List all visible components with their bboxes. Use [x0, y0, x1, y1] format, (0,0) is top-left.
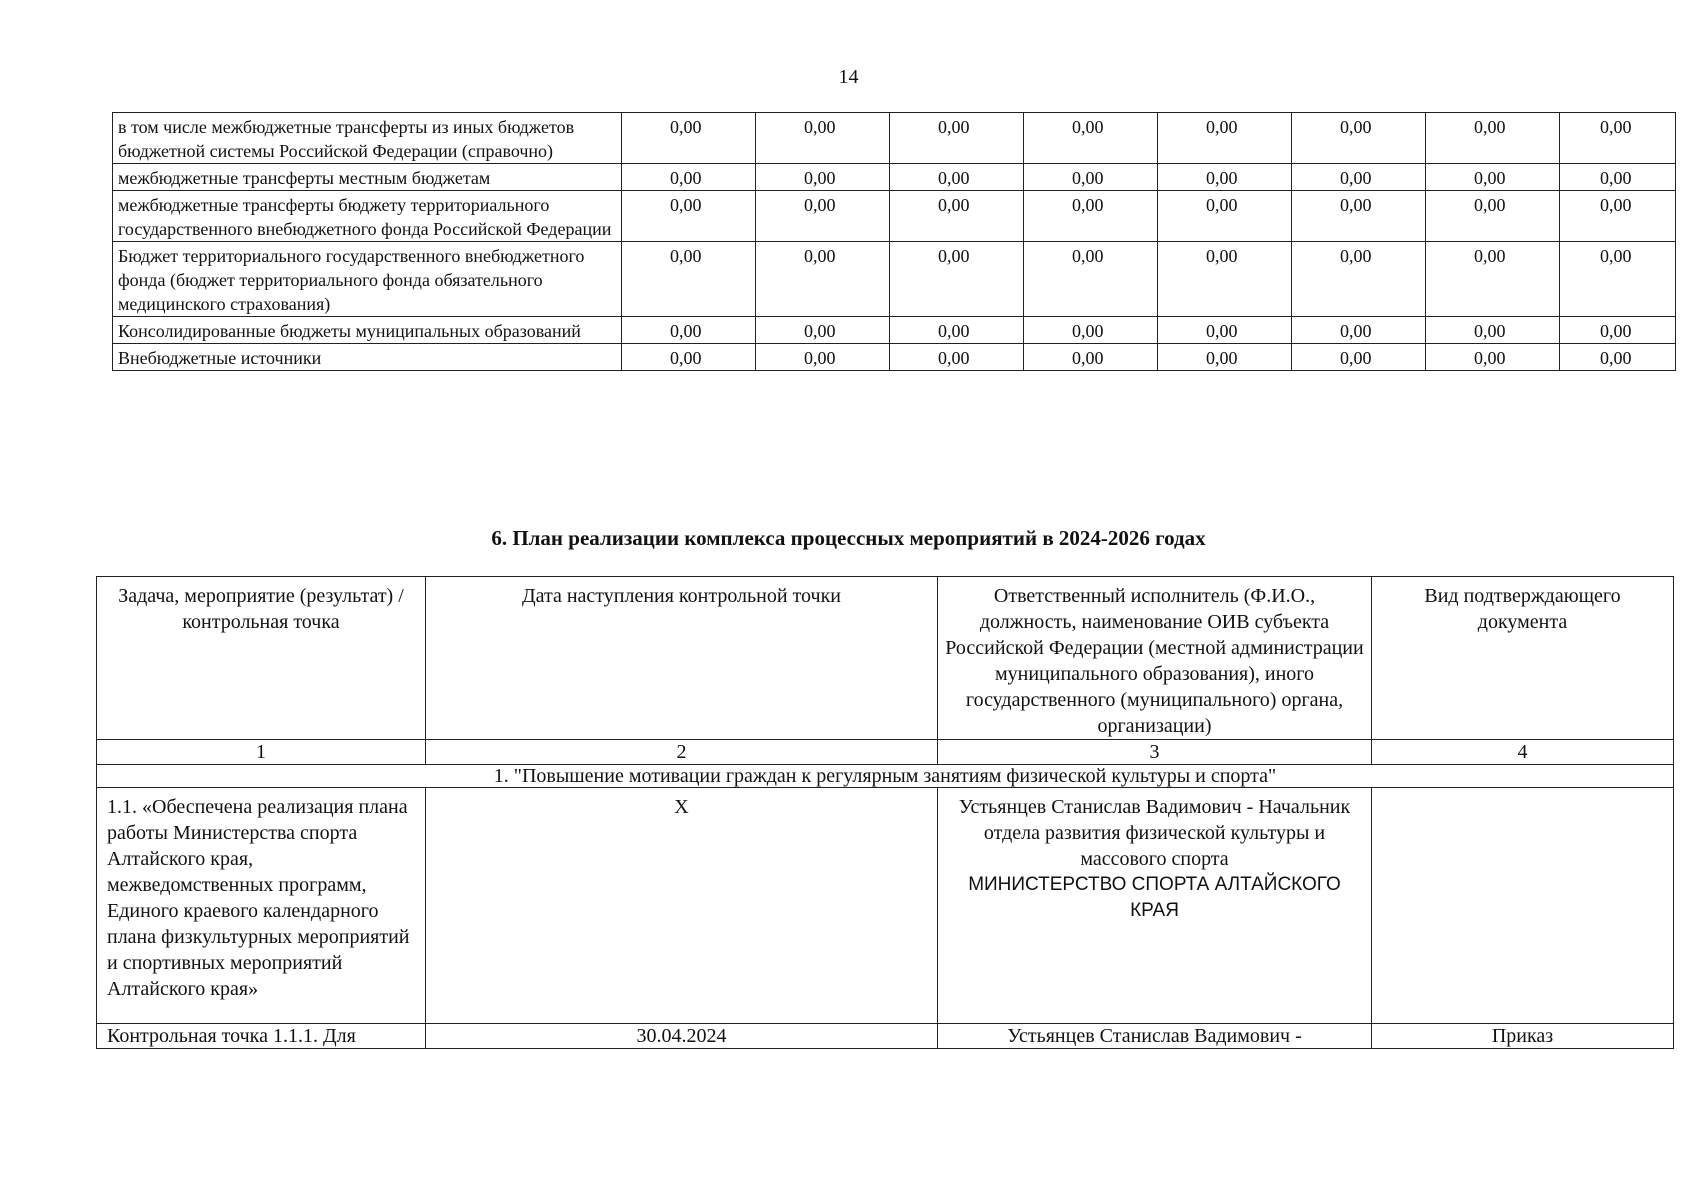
control-point-document: Приказ	[1372, 1024, 1674, 1049]
budget-row-label: Бюджет территориального государственного внебюджетного фонда (бюджет территориального фонда обязательного медицинского страхования)	[113, 242, 622, 317]
budget-value: 0,00	[1292, 344, 1426, 371]
budget-value: 0,00	[1024, 191, 1158, 242]
item-responsible-org: МИНИСТЕРСТВО СПОРТА АЛТАЙСКОГО КРАЯ	[968, 874, 1341, 921]
budget-value: 0,00	[890, 164, 1024, 191]
budget-row-label: в том числе межбюджетные трансферты из иных бюджетов бюджетной системы Российской Федерации (справочно)	[113, 113, 622, 164]
budget-value: 0,00	[1024, 344, 1158, 371]
budget-value: 0,00	[622, 344, 756, 371]
budget-value: 0,00	[1292, 113, 1426, 164]
task-title: 1. "Повышение мотивации граждан к регулярным занятиям физической культуры и спорта"	[97, 765, 1674, 788]
budget-value: 0,00	[756, 242, 890, 317]
budget-row	[113, 113, 1676, 164]
budget-value: 0,00	[1024, 164, 1158, 191]
budget-row	[113, 191, 1676, 242]
budget-value: 0,00	[756, 164, 890, 191]
budget-value: 0,00	[1024, 317, 1158, 344]
budget-value: 0,00	[1024, 242, 1158, 317]
budget-row	[113, 317, 1676, 344]
budget-value: 0,00	[1158, 317, 1292, 344]
budget-value: 0,00	[1426, 242, 1560, 317]
item-name: 1.1. «Обеспечена реализация плана работы Министерства спорта Алтайского края, межведомственных программ, Единого краевого календарного плана физкультурных мероприятий и спортивных мероприятий Алтайского края»	[97, 788, 426, 1024]
budget-value: 0,00	[622, 242, 756, 317]
budget-row	[113, 164, 1676, 191]
budget-value: 0,00	[1158, 113, 1292, 164]
control-point-name: Контрольная точка 1.1.1. Для	[97, 1024, 426, 1049]
control-point-row	[97, 1024, 1674, 1049]
budget-value: 0,00	[1292, 242, 1426, 317]
budget-value: 0,00	[756, 317, 890, 344]
budget-value: 0,00	[1024, 113, 1158, 164]
header-task: Задача, мероприятие (результат) / контрольная точка	[97, 577, 426, 740]
item-date: X	[426, 788, 938, 1024]
budget-value: 0,00	[1158, 164, 1292, 191]
budget-value: 0,00	[1560, 113, 1676, 164]
budget-value: 0,00	[622, 191, 756, 242]
budget-table-body	[113, 113, 1676, 371]
header-responsible: Ответственный исполнитель (Ф.И.О., должность, наименование ОИВ субъекта Российской Федерации (местной администрации муниципального образования), иного государственного (муниципального) органа, организации)	[938, 577, 1372, 740]
budget-value: 0,00	[1292, 191, 1426, 242]
plan-table	[96, 576, 1674, 1049]
plan-item-row	[97, 788, 1674, 1024]
budget-value: 0,00	[890, 317, 1024, 344]
budget-table	[112, 112, 1676, 371]
budget-value: 0,00	[756, 191, 890, 242]
budget-value: 0,00	[890, 344, 1024, 371]
column-number: 1	[97, 740, 426, 765]
budget-value: 0,00	[890, 191, 1024, 242]
budget-value: 0,00	[1426, 113, 1560, 164]
budget-value: 0,00	[1292, 317, 1426, 344]
budget-row-label: межбюджетные трансферты бюджету территориального государственного внебюджетного фонда Российской Федерации	[113, 191, 622, 242]
budget-value: 0,00	[622, 317, 756, 344]
budget-value: 0,00	[1560, 317, 1676, 344]
budget-value: 0,00	[1426, 344, 1560, 371]
item-responsible	[938, 788, 1372, 1024]
budget-value: 0,00	[1158, 344, 1292, 371]
budget-value: 0,00	[1292, 164, 1426, 191]
page-number: 14	[838, 66, 859, 88]
item-document	[1372, 788, 1674, 1024]
plan-table-header-row	[97, 577, 1674, 740]
budget-value: 0,00	[622, 113, 756, 164]
budget-value: 0,00	[1426, 191, 1560, 242]
budget-value: 0,00	[1426, 317, 1560, 344]
budget-value: 0,00	[1560, 344, 1676, 371]
budget-value: 0,00	[890, 113, 1024, 164]
budget-value: 0,00	[1560, 242, 1676, 317]
control-point-responsible: Устьянцев Станислав Вадимович -	[938, 1024, 1372, 1049]
column-numbers-row	[97, 740, 1674, 765]
budget-value: 0,00	[1560, 191, 1676, 242]
budget-value: 0,00	[622, 164, 756, 191]
item-responsible-person: Устьянцев Станислав Вадимович - Начальник отдела развития физической культуры и массового спорта	[958, 796, 1351, 870]
column-number: 4	[1372, 740, 1674, 765]
task-row	[97, 765, 1674, 788]
section-title: 6. План реализации комплекса процессных мероприятий в 2024-2026 годах	[491, 526, 1206, 550]
header-document: Вид подтверждающего документа	[1372, 577, 1674, 740]
budget-row	[113, 242, 1676, 317]
column-number: 2	[426, 740, 938, 765]
header-date: Дата наступления контрольной точки	[426, 577, 938, 740]
control-point-date: 30.04.2024	[426, 1024, 938, 1049]
budget-row	[113, 344, 1676, 371]
budget-value: 0,00	[756, 344, 890, 371]
budget-value: 0,00	[890, 242, 1024, 317]
budget-value: 0,00	[1158, 191, 1292, 242]
budget-value: 0,00	[756, 113, 890, 164]
budget-row-label: межбюджетные трансферты местным бюджетам	[113, 164, 622, 191]
budget-row-label: Консолидированные бюджеты муниципальных образований	[113, 317, 622, 344]
budget-row-label: Внебюджетные источники	[113, 344, 622, 371]
budget-value: 0,00	[1426, 164, 1560, 191]
budget-value: 0,00	[1560, 164, 1676, 191]
budget-value: 0,00	[1158, 242, 1292, 317]
column-number: 3	[938, 740, 1372, 765]
